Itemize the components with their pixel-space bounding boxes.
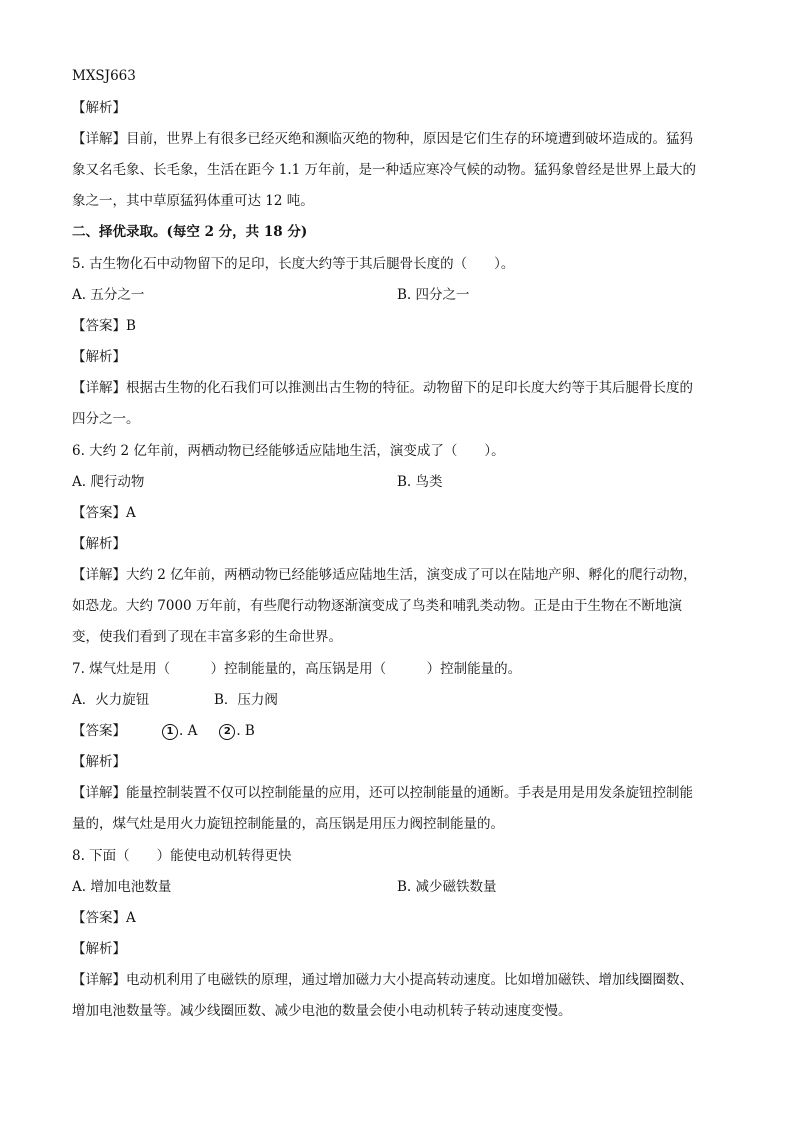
- detail-paragraph: [72, 378, 722, 398]
- detail-paragraph: [72, 970, 722, 990]
- detail-text-line: 量的，煤气灶是用火力旋钮控制能量的，高压锅是用压力阀控制能量的。: [72, 816, 504, 832]
- question-stem: 7. 煤气灶是用（ ）控制能量的，高压锅是用（ ）控制能量的。: [72, 661, 522, 677]
- answer-value: A: [126, 505, 136, 521]
- question-stem: 5. 古生物化石中动物留下的足印，长度大约等于其后腿骨长度的（ ）。: [72, 256, 515, 272]
- analysis-tag: 【解析】: [72, 100, 126, 116]
- answer-tag: 【答案】: [72, 723, 126, 739]
- answer-line: [72, 316, 722, 336]
- detail-text-line: 增加电池数量等。减少线圈匝数、减少电池的数量会使小电动机转子转动速度变慢。: [72, 1003, 572, 1019]
- detail-text: 大约 2 亿年前，两栖动物已经能够适应陆地生活，演变成了可以在陆地产卵、孵化的爬行动物，: [126, 567, 697, 583]
- section-title: 二、择优录取。(每空 2 分，共 18 分): [72, 224, 308, 240]
- question-stem: 6. 大约 2 亿年前，两栖动物已经能够适应陆地生活，演变成了（ ）。: [72, 443, 505, 459]
- answer-value: A: [126, 910, 136, 926]
- circled-number-1: 1: [162, 724, 178, 740]
- circled-number-2: 2: [219, 724, 235, 740]
- option-b: B. 减少磁铁数量: [397, 879, 497, 895]
- header-code: MXSJ663: [72, 68, 136, 84]
- detail-text: 能量控制装置不仅可以控制能量的应用，还可以控制能量的通断。手表是用是用发条旋钮控制能: [126, 785, 693, 801]
- analysis-tag: 【解析】: [72, 349, 126, 365]
- detail-tag: 【详解】: [72, 785, 126, 801]
- detail-text: 目前，世界上有很多已经灭绝和濒临灭绝的物种，原因是它们生存的环境遭到破坏造成的。猛犸: [126, 131, 693, 147]
- question-options: [72, 285, 722, 305]
- option-b: B．压力阀: [214, 692, 278, 708]
- detail-text-line: 象之一，其中草原猛犸体重可达 12 吨。: [72, 193, 314, 209]
- option-a: A. 增加电池数量: [72, 879, 172, 895]
- option-a: A. 五分之一: [72, 287, 145, 303]
- analysis-tag: 【解析】: [72, 536, 126, 552]
- detail-text: 根据古生物的化石我们可以推测出古生物的特征。动物留下的足印长度大约等于其后腿骨长度的: [126, 380, 693, 396]
- detail-text-line: 四分之一。: [72, 411, 140, 427]
- detail-text-line: 如恐龙。大约 7000 万年前，有些爬行动物逐渐演变成了鸟类和哺乳类动物。正是由于生物在不断地演: [72, 598, 682, 614]
- detail-text-line: 象又名毛象、长毛象，生活在距今 1.1 万年前，是一种适应寒冷气候的动物。猛犸象曾经是世界上最大的: [72, 162, 697, 178]
- analysis-tag: 【解析】: [72, 754, 126, 770]
- answer-tag: 【答案】: [72, 318, 126, 334]
- answer-value-1: . A: [179, 723, 198, 739]
- answer-line: [72, 721, 722, 741]
- answer-line: [72, 503, 722, 523]
- option-a: A．火力旋钮: [72, 692, 150, 708]
- detail-tag: 【详解】: [72, 567, 126, 583]
- detail-tag: 【详解】: [72, 380, 126, 396]
- option-b: B. 四分之一: [397, 287, 470, 303]
- question-options: [72, 877, 722, 897]
- detail-text-line: 变，使我们看到了现在丰富多彩的生命世界。: [72, 629, 342, 645]
- question-options: [72, 472, 722, 492]
- analysis-tag: 【解析】: [72, 941, 126, 957]
- question-stem: 8. 下面（ ）能使电动机转得更快: [72, 848, 292, 864]
- detail-paragraph: [72, 783, 722, 803]
- answer-line: [72, 908, 722, 928]
- answer-value: B: [126, 318, 136, 334]
- answer-tag: 【答案】: [72, 505, 126, 521]
- detail-paragraph: [72, 129, 722, 149]
- answer-value-2: . B: [236, 723, 255, 739]
- detail-paragraph: [72, 565, 722, 585]
- answer-tag: 【答案】: [72, 910, 126, 926]
- question-options: [72, 690, 722, 710]
- detail-tag: 【详解】: [72, 131, 126, 147]
- detail-text: 电动机利用了电磁铁的原理，通过增加磁力大小提高转动速度。比如增加磁铁、增加线圈圈数、: [126, 972, 693, 988]
- option-a: A. 爬行动物: [72, 474, 145, 490]
- detail-tag: 【详解】: [72, 972, 126, 988]
- option-b: B. 鸟类: [397, 474, 443, 490]
